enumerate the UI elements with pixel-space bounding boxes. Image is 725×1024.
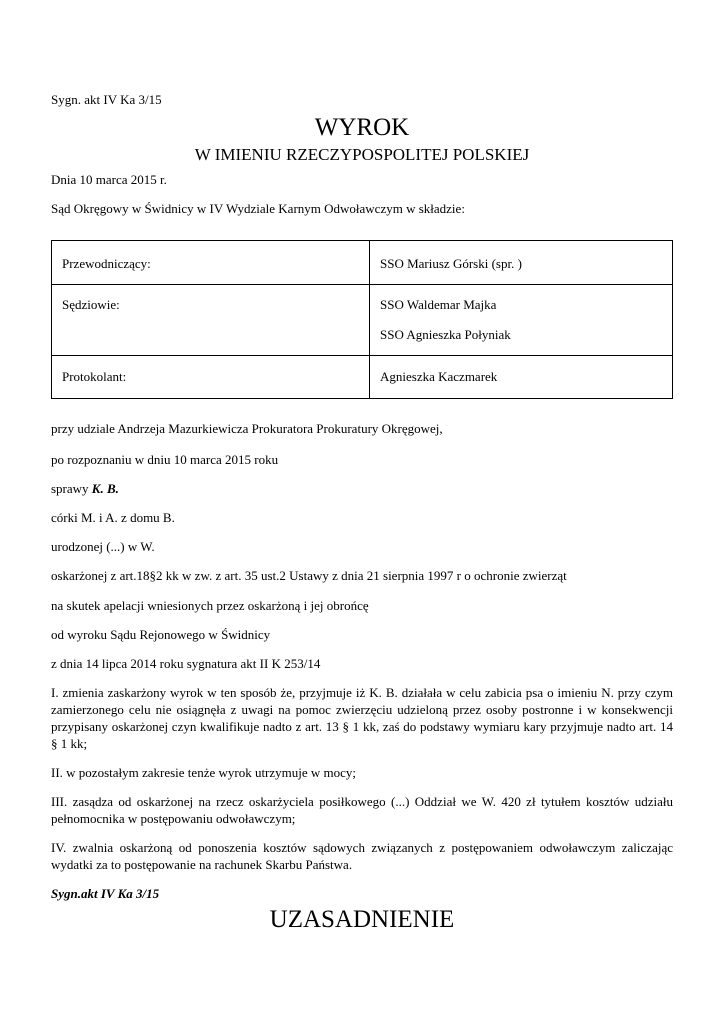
court-name: Sąd Okręgowy w Świdnicy w IV Wydziale Karnym Odwoławczym w składzie: xyxy=(51,201,465,216)
case-line xyxy=(51,481,119,497)
defendant-name: K. B. xyxy=(91,481,119,496)
prosecutor-line: przy udziale Andrzeja Mazurkiewicza Prokuratora Prokuratury Okręgowej, xyxy=(51,421,443,436)
document-title: WYROK xyxy=(314,114,410,141)
role-label: Protokolant: xyxy=(62,369,127,384)
composition-row-judges xyxy=(52,285,673,356)
charge-line: oskarżonej z art.18§2 kk w zw. z art. 35 ust.2 Ustawy z dnia 21 sierpnia 1997 r o ochronie zwierząt xyxy=(51,568,567,583)
hearing-line: po rozpoznaniu w dniu 10 marca 2015 roku xyxy=(51,452,279,467)
composition-row-presiding xyxy=(52,241,673,285)
member-name: SSO Agnieszka Połyniak xyxy=(380,327,511,342)
lower-judgment-line: z dnia 14 lipca 2014 roku sygnatura akt II K 253/14 xyxy=(51,656,321,671)
member-name: SSO Mariusz Górski (spr. ) xyxy=(380,256,522,271)
court-composition-table xyxy=(51,240,673,399)
member-name: Agnieszka Kaczmarek xyxy=(380,369,498,384)
case-prefix: sprawy xyxy=(51,481,92,496)
lower-court-line: od wyroku Sądu Rejonowego w Świdnicy xyxy=(51,627,271,642)
composition-row-clerk xyxy=(52,356,673,399)
document-subtitle: W IMIENIU RZECZYPOSPOLITEJ POLSKIEJ xyxy=(194,145,530,164)
decision-4: IV. zwalnia oskarżoną od ponoszenia kosztów sądowych związanych z postępowaniem odwoławczym zaliczając wydatki za to postępowanie na rachunek Skarbu Państwa. xyxy=(51,840,673,872)
case-number-bottom: Sygn.akt IV Ka 3/15 xyxy=(51,886,160,901)
case-number: Sygn. akt IV Ka 3/15 xyxy=(51,92,162,107)
parents-line: córki M. i A. z domu B. xyxy=(51,510,175,525)
birth-line: urodzonej (...) w W. xyxy=(51,539,155,554)
appeal-line: na skutek apelacji wniesionych przez oskarżoną i jej obrońcę xyxy=(51,598,369,613)
role-label: Przewodniczący: xyxy=(62,256,151,271)
member-name: SSO Waldemar Majka xyxy=(380,297,497,312)
decision-3: III. zasądza od oskarżonej na rzecz oskarżyciela posiłkowego (...) Oddział we W. 420 zł tytułem kosztów udziału pełnomocnika w postępowaniu odwoławczym; xyxy=(51,794,673,826)
decision-1: I. zmienia zaskarżony wyrok w ten sposób że, przyjmuje iż K. B. działała w celu zabicia psa o imieniu N. przy czym zamierzonego celu nie osiągnęła z uwagi na pomoc zwierzęciu udzieloną przez osoby postronne i w konsekwencji przypisany oskarżonej czyn kwalifikuje nadto z art. 13 § 1 kk, zaś do podstawy wymiaru kary przyjmuje nadto art. 14 § 1 kk; xyxy=(51,685,673,751)
judgment-date: Dnia 10 marca 2015 r. xyxy=(51,172,167,187)
role-label: Sędziowie: xyxy=(62,297,120,312)
justification-heading: UZASADNIENIE xyxy=(269,906,455,933)
decision-2: II. w pozostałym zakresie tenże wyrok utrzymuje w mocy; xyxy=(51,765,357,780)
